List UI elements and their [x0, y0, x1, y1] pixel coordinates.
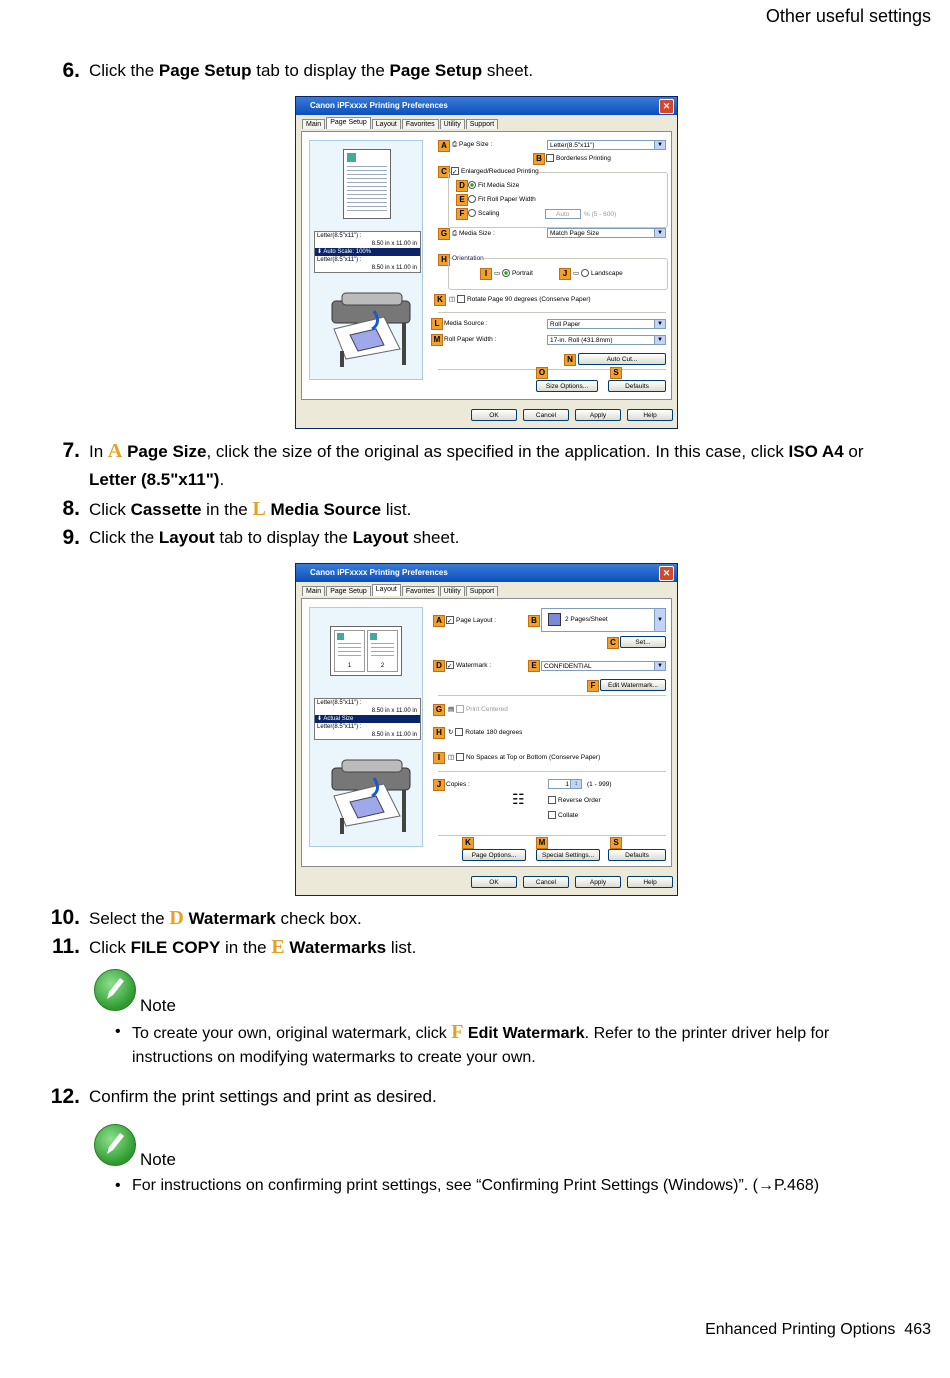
- media-source-label: Media Source :: [444, 320, 488, 327]
- divider: [438, 695, 666, 696]
- label-m: M: [431, 334, 443, 346]
- tab-favorites[interactable]: Favorites: [402, 119, 439, 129]
- note-pencil-icon: [94, 969, 136, 1011]
- no-spaces-checkbox[interactable]: ◫ No Spaces at Top or Bottom (Conserve Paper): [448, 754, 601, 761]
- copies-range: (1 - 999): [587, 781, 612, 788]
- chevron-down-icon: ▼: [654, 609, 665, 631]
- dialog-title-bar: [296, 564, 677, 582]
- page-preview: [343, 149, 391, 219]
- cancel-button[interactable]: Cancel: [523, 876, 569, 888]
- defaults-button[interactable]: Defaults: [608, 380, 666, 392]
- label-e: E: [456, 194, 468, 206]
- print-centered-icon: ▤: [448, 706, 455, 713]
- preview-area: [309, 607, 423, 847]
- chevron-down-icon: ▼: [654, 662, 665, 670]
- page-setup-dialog: [295, 96, 678, 429]
- note-label: Note: [140, 996, 176, 1015]
- ok-button[interactable]: OK: [471, 409, 517, 421]
- media-size-label: ⎙ Media Size :: [452, 230, 495, 237]
- tab-support[interactable]: Support: [466, 586, 499, 596]
- label-f: F: [587, 680, 599, 692]
- label-n: N: [564, 354, 576, 366]
- pages-sheet-icon: [548, 613, 561, 626]
- close-icon[interactable]: ✕: [659, 566, 674, 581]
- label-b: B: [533, 153, 545, 165]
- edit-watermark-button[interactable]: Edit Watermark...: [600, 679, 666, 691]
- step-number: 6.: [62, 59, 80, 82]
- step-number: 9.: [62, 526, 80, 549]
- divider: [438, 312, 666, 313]
- note-pencil-icon: [94, 1124, 136, 1166]
- media-icon: ⎙: [452, 230, 458, 237]
- tab-main[interactable]: Main: [302, 119, 325, 129]
- label-h: H: [438, 254, 450, 266]
- tab-layout[interactable]: Layout: [372, 119, 401, 129]
- tab-favorites[interactable]: Favorites: [402, 586, 439, 596]
- label-e: E: [528, 660, 540, 672]
- label-b: B: [528, 615, 540, 627]
- help-button[interactable]: Help: [627, 409, 673, 421]
- size-info-box: Letter(8.5"x11") : 8.50 in x 11.00 in ⬇ Actual Size Letter(8.5"x11") : 8.50 in x 11.00 in: [314, 698, 421, 740]
- pages-per-sheet-select[interactable]: 2 Pages/Sheet ▼: [541, 608, 666, 632]
- label-a: A: [438, 140, 450, 152]
- step-number: 8.: [62, 497, 80, 520]
- label-h: H: [433, 727, 445, 739]
- landscape-icon: ▭: [573, 270, 580, 277]
- dialog-tabs: [302, 586, 499, 598]
- sheet-preview: [330, 626, 402, 676]
- page-2-preview: 2: [367, 630, 398, 672]
- step-text: In A Page Size, click the size of the original as specified in the application. In this case, click ISO A4 or Letter (8.5"x11").: [89, 440, 864, 489]
- step-text: Click the Page Setup tab to display the Page Setup sheet.: [89, 61, 534, 80]
- spinner-icon: ↕: [570, 780, 581, 788]
- orientation-label: Orientation: [452, 255, 484, 262]
- label-j: J: [433, 779, 445, 791]
- tab-page-setup[interactable]: Page Setup: [326, 586, 371, 596]
- label-o: O: [536, 367, 548, 379]
- no-spaces-icon: ◫: [448, 754, 455, 761]
- help-button[interactable]: Help: [627, 876, 673, 888]
- printer-icon: ⎙: [452, 141, 458, 148]
- dialog-title: Canon iPFxxxx Printing Preferences: [310, 568, 448, 577]
- step-number: 7.: [62, 439, 80, 462]
- watermark-select[interactable]: CONFIDENTIAL ▼: [541, 661, 666, 671]
- close-icon[interactable]: ✕: [659, 99, 674, 114]
- size-info-box: Letter(8.5"x11") : 8.50 in x 11.00 in ⬇ Auto Scale: 100% Letter(8.5"x11") : 8.50 in x 11.00 in: [314, 231, 421, 273]
- page-size-label: ⎙ Page Size :: [452, 141, 493, 148]
- dialog-title-bar: [296, 97, 677, 115]
- rotate180-checkbox[interactable]: ↻ Rotate 180 degrees: [448, 729, 523, 736]
- divider: [438, 835, 666, 836]
- tab-main[interactable]: Main: [302, 586, 325, 596]
- image-icon: [347, 153, 356, 162]
- label-i: I: [433, 752, 445, 764]
- fit-media-radio[interactable]: Fit Media Size: [468, 181, 519, 190]
- tab-page-setup[interactable]: Page Setup: [326, 117, 371, 129]
- label-i: I: [480, 268, 492, 280]
- step-number: 10.: [50, 906, 80, 929]
- step-text: Click Cassette in the L Media Source list.: [89, 498, 412, 520]
- rotate-checkbox[interactable]: ◫ Rotate Page 90 degrees (Conserve Paper): [449, 296, 591, 303]
- label-g: G: [438, 228, 450, 240]
- step-text: Select the D Watermark check box.: [89, 907, 362, 929]
- section-header: Other useful settings: [765, 6, 931, 26]
- scaling-input[interactable]: Auto: [545, 209, 581, 219]
- portrait-icon: ▭: [494, 270, 501, 277]
- reverse-order-checkbox[interactable]: Reverse Order: [548, 796, 601, 805]
- borderless-checkbox[interactable]: Borderless Printing: [546, 154, 611, 163]
- print-centered-checkbox[interactable]: ▤ Print Centered: [448, 706, 508, 713]
- label-c: C: [438, 166, 450, 178]
- dialog-title: Canon iPFxxxx Printing Preferences: [310, 101, 448, 110]
- tab-utility[interactable]: Utility: [440, 586, 465, 596]
- label-f: F: [456, 208, 468, 220]
- scaling-radio[interactable]: Scaling: [468, 209, 499, 218]
- layout-dialog: [295, 563, 678, 896]
- step-text: Click FILE COPY in the E Watermarks list.: [89, 936, 417, 958]
- divider: [438, 771, 666, 772]
- page-options-button[interactable]: Page Options...: [462, 849, 526, 861]
- step-text: Click the Layout tab to display the Layout sheet.: [89, 528, 460, 547]
- rotate-180-icon: ↻: [448, 729, 454, 736]
- page-setup-panel: [301, 131, 672, 400]
- rotate-page-icon: ◫: [449, 296, 456, 303]
- divider: [438, 369, 666, 370]
- page-layout-checkbox[interactable]: ✓ Page Layout :: [447, 617, 497, 626]
- page-footer: Enhanced Printing Options 463: [705, 1321, 931, 1338]
- label-m: M: [536, 837, 548, 849]
- tab-layout[interactable]: Layout: [372, 584, 401, 596]
- defaults-button[interactable]: Defaults: [608, 849, 666, 861]
- step-number: 11.: [51, 935, 80, 958]
- special-settings-button[interactable]: Special Settings...: [536, 849, 600, 861]
- step-text: Confirm the print settings and print as desired.: [89, 1087, 437, 1106]
- step-number: 12.: [50, 1085, 80, 1108]
- scaling-range: % (5 - 600): [584, 211, 617, 218]
- tab-support[interactable]: Support: [466, 119, 499, 129]
- note-label: Note: [140, 1150, 176, 1169]
- copies-label: Copies :: [446, 781, 470, 788]
- label-a: A: [433, 615, 445, 627]
- apply-button[interactable]: Apply: [575, 409, 621, 421]
- cancel-button[interactable]: Cancel: [523, 409, 569, 421]
- label-c: C: [607, 637, 619, 649]
- copies-input[interactable]: 1 ↕: [548, 779, 582, 789]
- page-size-select[interactable]: Letter(8.5"x11") ▼: [547, 140, 666, 150]
- label-d: D: [456, 180, 468, 192]
- media-size-select[interactable]: Match Page Size ▼: [547, 228, 666, 238]
- roll-width-select[interactable]: 17-in. Roll (431.8mm) ▼: [547, 335, 666, 345]
- watermark-checkbox[interactable]: ✓ Watermark :: [447, 662, 492, 671]
- stack-pages-icon: ☷: [512, 791, 525, 807]
- tab-utility[interactable]: Utility: [440, 119, 465, 129]
- printer-illustration-icon: [324, 289, 420, 369]
- set-button[interactable]: Set...: [620, 636, 666, 648]
- fit-roll-radio[interactable]: Fit Roll Paper Width: [468, 195, 536, 204]
- label-j: J: [559, 268, 571, 280]
- label-g: G: [433, 704, 445, 716]
- roll-width-label: Roll Paper Width :: [444, 336, 497, 343]
- landscape-radio[interactable]: ▭ Landscape: [573, 270, 623, 277]
- label-k: K: [434, 294, 446, 306]
- label-s: S: [610, 367, 622, 379]
- preview-area: [309, 140, 423, 380]
- collate-checkbox[interactable]: Collate: [548, 811, 578, 820]
- chevron-down-icon: ▼: [654, 320, 665, 328]
- printer-illustration-icon: [324, 756, 420, 836]
- label-k: K: [462, 837, 474, 849]
- chevron-down-icon: ▼: [654, 229, 665, 237]
- label-l: L: [431, 318, 443, 330]
- dialog-tabs: [302, 119, 499, 131]
- chevron-down-icon: ▼: [654, 336, 665, 344]
- size-options-button[interactable]: Size Options...: [536, 380, 598, 392]
- chevron-down-icon: ▼: [654, 141, 665, 149]
- layout-panel: [301, 598, 672, 867]
- label-d: D: [433, 660, 445, 672]
- ok-button[interactable]: OK: [471, 876, 517, 888]
- auto-cut-button[interactable]: Auto Cut...: [578, 353, 666, 365]
- enlarged-checkbox[interactable]: ✓ Enlarged/Reduced Printing: [452, 168, 539, 177]
- apply-button[interactable]: Apply: [575, 876, 621, 888]
- media-source-select[interactable]: Roll Paper ▼: [547, 319, 666, 329]
- page-1-preview: 1: [334, 630, 365, 672]
- portrait-radio[interactable]: ▭ Portrait: [494, 270, 533, 277]
- label-s: S: [610, 837, 622, 849]
